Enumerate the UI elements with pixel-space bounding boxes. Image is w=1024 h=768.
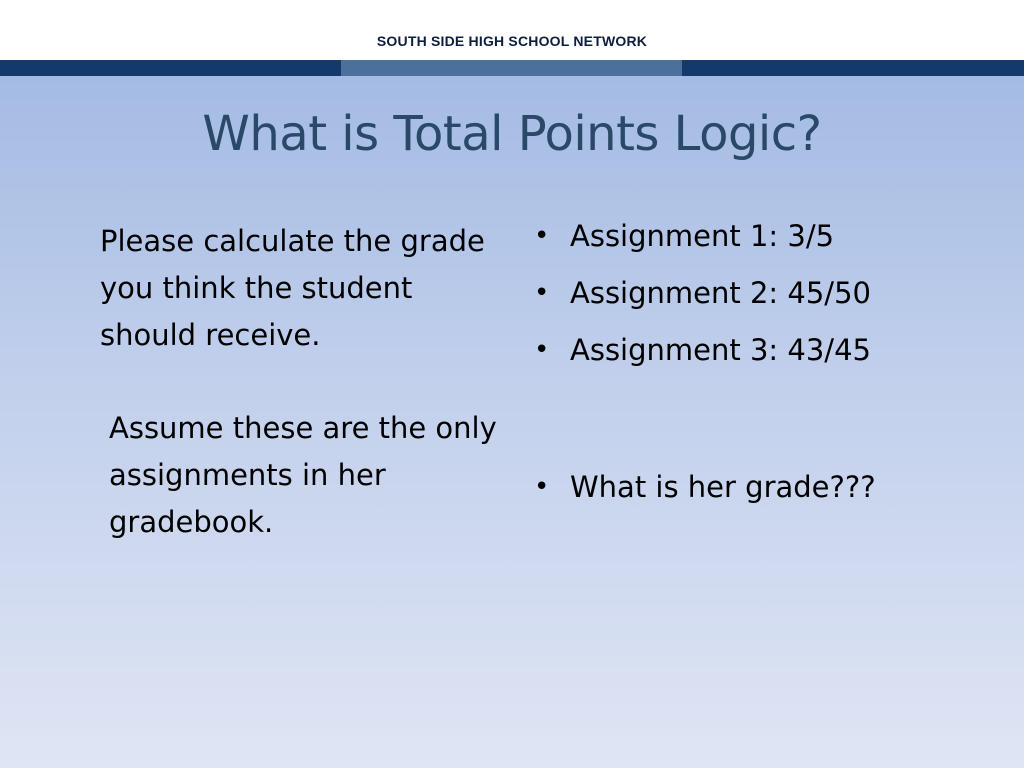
header-stripe-right <box>682 60 1024 76</box>
bullet-icon: • <box>534 278 550 308</box>
list-item <box>530 467 990 507</box>
network-title: SOUTH SIDE HIGH SCHOOL NETWORK <box>376 33 648 49</box>
right-column <box>530 216 990 524</box>
slide-content <box>0 76 1024 768</box>
bullet-icon: • <box>534 472 550 502</box>
header-band <box>0 0 1024 60</box>
assignment-1-text: Assignment 1: 3/5 <box>570 219 835 253</box>
header-stripe-middle <box>341 60 682 76</box>
assignment-3-text: Assignment 3: 43/45 <box>570 333 871 367</box>
instruction-paragraph: Please calculate the grade you think the student should receive. <box>100 224 485 352</box>
slide-title: What is Total Points Logic? <box>202 106 822 162</box>
list-item <box>530 216 990 256</box>
bullet-icon: • <box>534 221 550 251</box>
list-item <box>530 330 990 370</box>
assumption-paragraph: Assume these are the only assignments in her gradebook. <box>109 411 497 539</box>
bullet-icon: • <box>534 335 550 365</box>
left-column <box>100 218 500 546</box>
header-stripe-left <box>0 60 341 76</box>
assignment-2-text: Assignment 2: 45/50 <box>570 276 871 310</box>
question-text: What is her grade??? <box>570 470 876 504</box>
bullet-list <box>530 216 990 507</box>
list-item <box>530 273 990 313</box>
